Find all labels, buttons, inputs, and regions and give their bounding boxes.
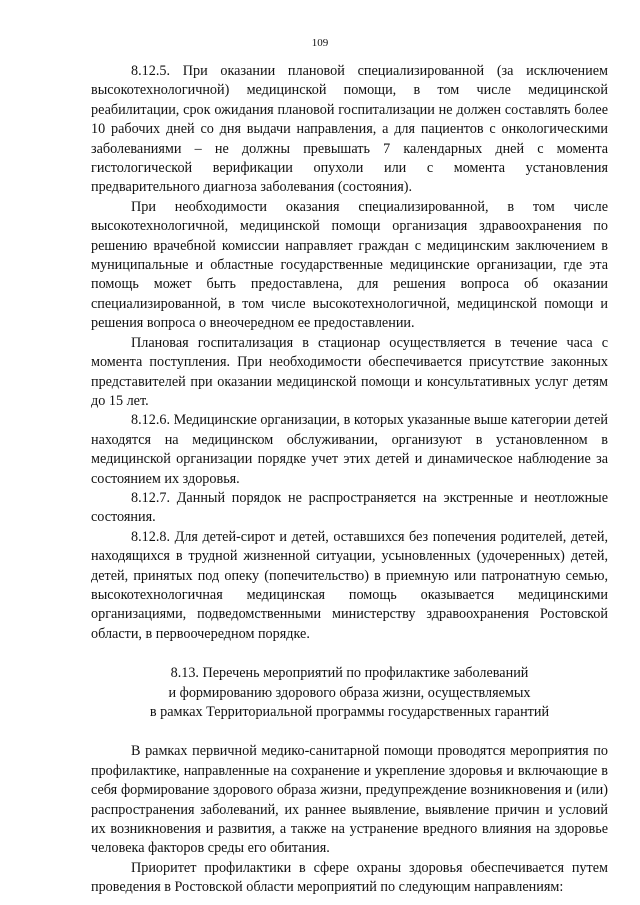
paragraph-prevention-measures: В рамках первичной медико-санитарной помощи проводятся мероприятия по профилактике, направленные на сохранение и укрепление здоровья и включающие в себя формирование здорового образа жизни, предупреждение возникновения и (или) распространения заболеваний, их раннее выявление, выявление причин и условий их возникновения и развития, а также на устранение вредного влияния на здоровье человека факторов среды его обитания. — [91, 743, 608, 857]
paragraph-8-12-8: 8.12.8. Для детей-сирот и детей, оставшихся без попечения родителей, детей, находящихся в трудной жизненной ситуации, усыновленных (удочеренных) детей, детей, принятых под опеку (попечительство) в приемную или патронатную семью, высокотехнологичная медицинская помощь оказывается медицинскими организациями, подведомственными министерству здравоохранения Ростовской области, в первоочередном порядке. — [91, 528, 608, 642]
paragraph-prevention-priority: Приоритет профилактики в сфере охраны здоровья обеспечивается путем проведения в Ростовской области мероприятий по следующим направлениям: — [91, 859, 608, 896]
paragraph-8-12-5: 8.12.5. При оказании плановой специализированной (за исключением высокотехнологичной) медицинской помощи, в том числе медицинской реабилитации, срок ожидания плановой госпитализации не должен составлять более 10 рабочих дней со дня выдачи направления, а для пациентов с онкологическими заболеваниями – не должны превышать 7 календарных дней с момента гистологической верификации опухоли или с момента установления предварительного диагноза заболевания (состояния). — [91, 63, 608, 196]
document-body — [91, 62, 608, 898]
section-heading-line: в рамках Территориальной программы государственных гарантий — [149, 704, 550, 720]
paragraph-8-12-6: 8.12.6. Медицинские организации, в которых указанные выше категории детей находятся на медицинском обслуживании, организуют в установленном в медицинской организации порядке учет этих детей и динамическое наблюдение за состоянием их здоровья. — [91, 412, 608, 487]
paragraph-8-12-7: 8.12.7. Данный порядок не распространяется на экстренные и неотложные состояния. — [91, 489, 608, 526]
section-heading-line: 8.13. Перечень мероприятий по профилактике заболеваний — [170, 665, 529, 682]
paragraph-planned-hospitalization: Плановая госпитализация в стационар осуществляется в течение часа с момента поступления. При необходимости обеспечивается присутствие законных представителей при оказании медицинской помощи и консультативных услуг детям до 15 лет. — [91, 334, 608, 409]
section-heading-line: и формированию здорового образа жизни, осуществляемых — [168, 684, 531, 701]
section-heading-8-13 — [91, 664, 608, 722]
page-number: 109 — [311, 37, 329, 49]
paragraph-specialized-care: При необходимости оказания специализированной, в том числе высокотехнологичной, медицинской помощи организация здравоохранения по решению врачебной комиссии направляет граждан с медицинским заключением в муниципальные и областные государственные медицинские организации, где эта помощь может быть предоставлена, для решения вопроса об оказании специализированной, в том числе высокотехнологичной, медицинской помощи и решения вопроса о внеочередном ее предоставлении. — [91, 198, 608, 332]
